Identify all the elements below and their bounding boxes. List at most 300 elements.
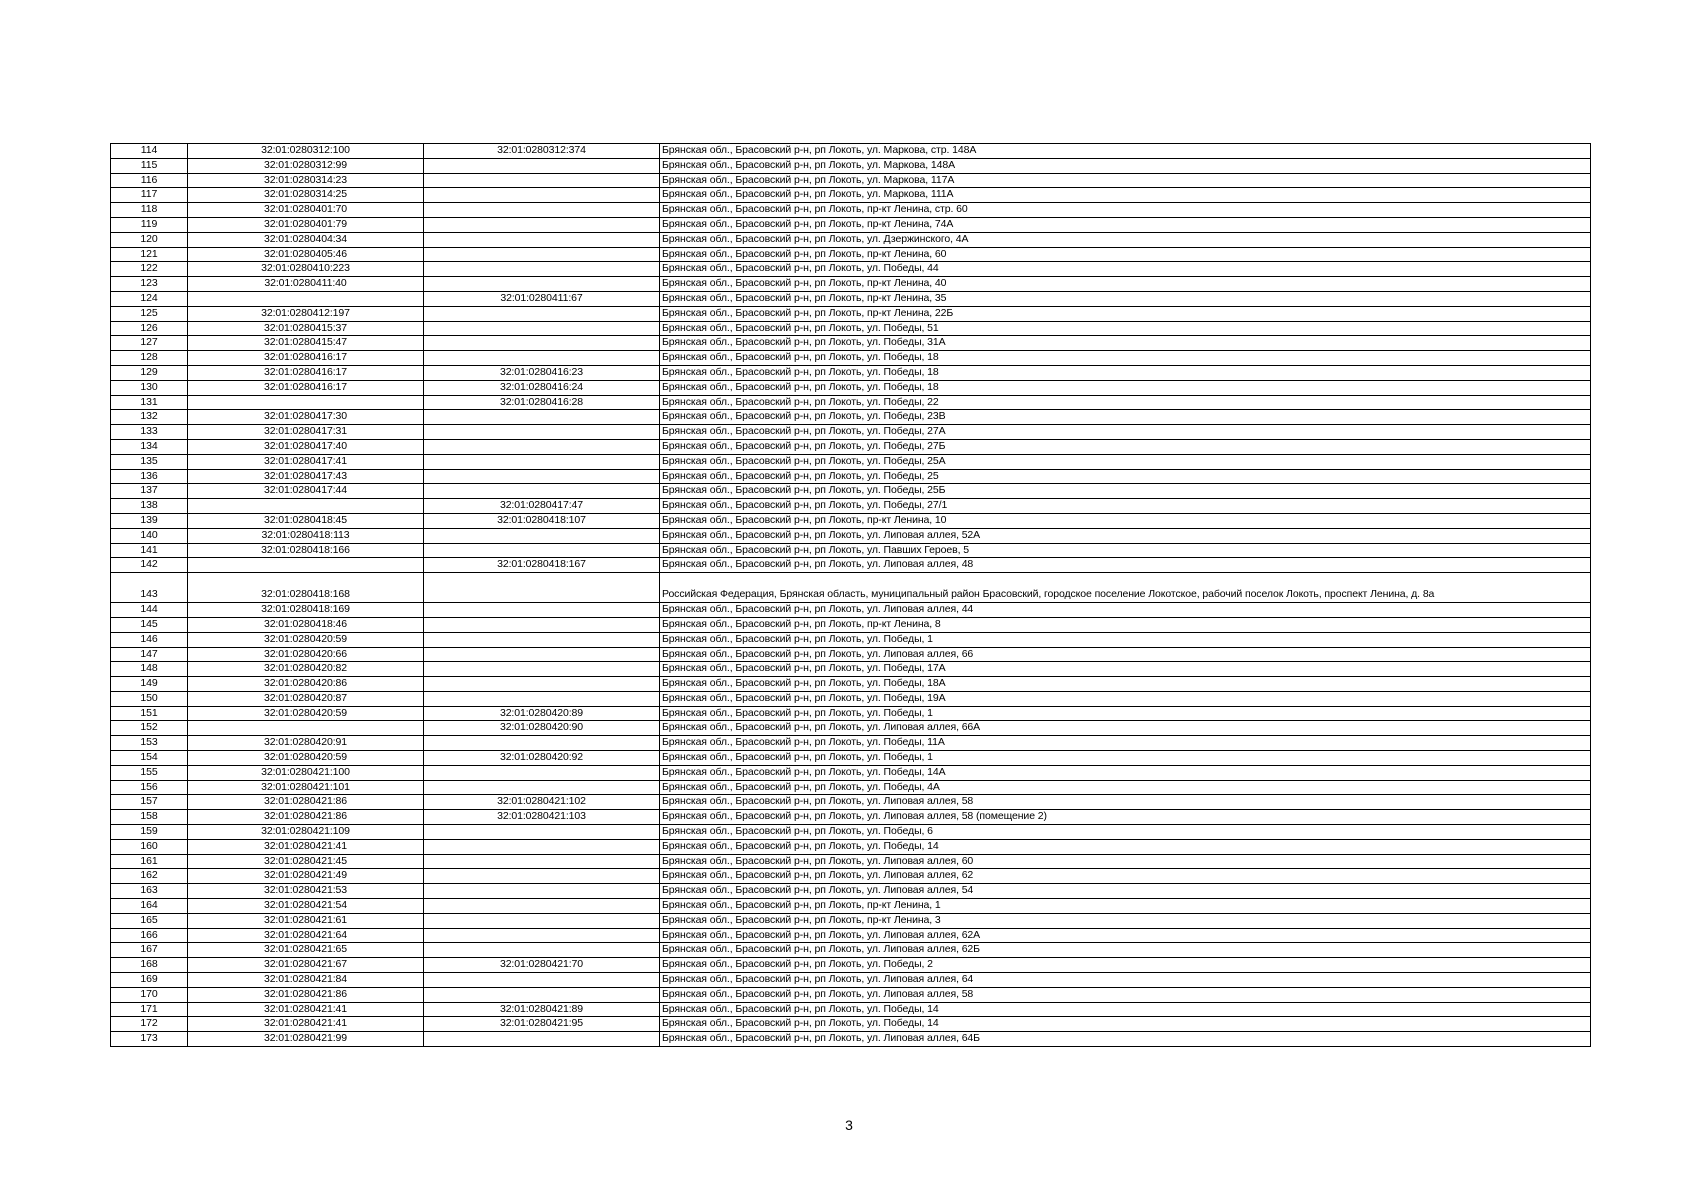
related-cadastral-number-cell (424, 677, 660, 692)
address-cell: Брянская обл., Брасовский р-н, рп Локоть, ул. Победы, 31А (660, 336, 1591, 351)
related-cadastral-number-cell: 32:01:0280418:167 (424, 558, 660, 573)
related-cadastral-number-cell (424, 306, 660, 321)
address-cell: Брянская обл., Брасовский р-н, рп Локоть, ул. Липовая аллея, 66 (660, 647, 1591, 662)
table-row (111, 899, 1591, 914)
address-cell: Брянская обл., Брасовский р-н, рп Локоть, ул. Победы, 14 (660, 1017, 1591, 1032)
related-cadastral-number-cell (424, 158, 660, 173)
address-cell: Брянская обл., Брасовский р-н, рп Локоть, ул. Маркова, 117А (660, 173, 1591, 188)
address-cell: Брянская обл., Брасовский р-н, рп Локоть, пр-кт Ленина, 74А (660, 217, 1591, 232)
cadastral-number-cell: 32:01:0280421:86 (188, 810, 424, 825)
related-cadastral-number-cell (424, 410, 660, 425)
related-cadastral-number-cell (424, 987, 660, 1002)
table-row (111, 943, 1591, 958)
address-cell: Брянская обл., Брасовский р-н, рп Локоть, ул. Липовая аллея, 64Б (660, 1032, 1591, 1047)
address-cell: Брянская обл., Брасовский р-н, рп Локоть, ул. Липовая аллея, 58 (660, 795, 1591, 810)
address-cell: Брянская обл., Брасовский р-н, рп Локоть, ул. Победы, 14А (660, 765, 1591, 780)
related-cadastral-number-cell (424, 662, 660, 677)
row-number-cell: 169 (111, 973, 188, 988)
row-number-cell: 123 (111, 277, 188, 292)
address-cell: Брянская обл., Брасовский р-н, рп Локоть, пр-кт Ленина, 35 (660, 291, 1591, 306)
related-cadastral-number-cell (424, 262, 660, 277)
table-row (111, 751, 1591, 766)
table-row (111, 1032, 1591, 1047)
cadastral-number-cell: 32:01:0280415:37 (188, 321, 424, 336)
row-number-cell: 134 (111, 439, 188, 454)
row-number-cell: 142 (111, 558, 188, 573)
row-number-cell: 141 (111, 543, 188, 558)
related-cadastral-number-cell (424, 736, 660, 751)
address-cell: Брянская обл., Брасовский р-н, рп Локоть, ул. Победы, 4А (660, 780, 1591, 795)
cadastral-number-cell: 32:01:0280421:64 (188, 928, 424, 943)
cadastral-number-cell: 32:01:0280417:44 (188, 484, 424, 499)
cadastral-number-cell: 32:01:0280418:168 (188, 573, 424, 603)
cadastral-number-cell (188, 395, 424, 410)
related-cadastral-number-cell: 32:01:0280420:90 (424, 721, 660, 736)
cadastral-number-cell: 32:01:0280418:113 (188, 528, 424, 543)
related-cadastral-number-cell (424, 765, 660, 780)
related-cadastral-number-cell (424, 217, 660, 232)
row-number-cell: 127 (111, 336, 188, 351)
table-row (111, 854, 1591, 869)
address-cell: Брянская обл., Брасовский р-н, рп Локоть, ул. Победы, 51 (660, 321, 1591, 336)
address-cell: Брянская обл., Брасовский р-н, рп Локоть, пр-кт Ленина, 60 (660, 247, 1591, 262)
table-row (111, 454, 1591, 469)
table-row (111, 410, 1591, 425)
cadastral-number-cell: 32:01:0280420:86 (188, 677, 424, 692)
table-row (111, 439, 1591, 454)
address-cell: Брянская обл., Брасовский р-н, рп Локоть, ул. Маркова, стр. 148А (660, 144, 1591, 159)
table-row (111, 469, 1591, 484)
cadastral-number-cell: 32:01:0280410:223 (188, 262, 424, 277)
row-number-cell: 138 (111, 499, 188, 514)
table-row (111, 173, 1591, 188)
cadastral-number-cell: 32:01:0280418:169 (188, 603, 424, 618)
address-cell: Брянская обл., Брасовский р-н, рп Локоть, ул. Липовая аллея, 62А (660, 928, 1591, 943)
table-row (111, 543, 1591, 558)
related-cadastral-number-cell (424, 484, 660, 499)
cadastral-number-cell: 32:01:0280421:109 (188, 825, 424, 840)
table-row (111, 647, 1591, 662)
address-cell: Брянская обл., Брасовский р-н, рп Локоть, пр-кт Ленина, стр. 60 (660, 203, 1591, 218)
address-cell: Брянская обл., Брасовский р-н, рп Локоть, ул. Победы, 18 (660, 365, 1591, 380)
table-row (111, 913, 1591, 928)
row-number-cell: 124 (111, 291, 188, 306)
related-cadastral-number-cell (424, 839, 660, 854)
table-row (111, 499, 1591, 514)
cadastral-number-cell: 32:01:0280412:197 (188, 306, 424, 321)
row-number-cell: 136 (111, 469, 188, 484)
row-number-cell: 156 (111, 780, 188, 795)
cadastral-number-cell: 32:01:0280420:66 (188, 647, 424, 662)
related-cadastral-number-cell (424, 780, 660, 795)
address-cell: Брянская обл., Брасовский р-н, рп Локоть, ул. Победы, 22 (660, 395, 1591, 410)
cadastral-number-cell: 32:01:0280314:23 (188, 173, 424, 188)
table-row (111, 765, 1591, 780)
address-cell: Брянская обл., Брасовский р-н, рп Локоть, ул. Липовая аллея, 62 (660, 869, 1591, 884)
related-cadastral-number-cell: 32:01:0280416:28 (424, 395, 660, 410)
related-cadastral-number-cell (424, 973, 660, 988)
cadastral-number-cell: 32:01:0280421:99 (188, 1032, 424, 1047)
related-cadastral-number-cell (424, 321, 660, 336)
related-cadastral-number-cell (424, 232, 660, 247)
cadastral-number-cell: 32:01:0280421:84 (188, 973, 424, 988)
address-cell: Брянская обл., Брасовский р-н, рп Локоть, ул. Дзержинского, 4А (660, 232, 1591, 247)
related-cadastral-number-cell (424, 203, 660, 218)
address-cell: Брянская обл., Брасовский р-н, рп Локоть, ул. Победы, 25Б (660, 484, 1591, 499)
cadastral-number-cell: 32:01:0280421:100 (188, 765, 424, 780)
row-number-cell: 165 (111, 913, 188, 928)
related-cadastral-number-cell (424, 869, 660, 884)
cadastral-number-cell: 32:01:0280416:17 (188, 351, 424, 366)
address-cell: Брянская обл., Брасовский р-н, рп Локоть, ул. Павших Героев, 5 (660, 543, 1591, 558)
related-cadastral-number-cell: 32:01:0280416:23 (424, 365, 660, 380)
address-cell: Брянская обл., Брасовский р-н, рп Локоть, ул. Победы, 23В (660, 410, 1591, 425)
row-number-cell: 131 (111, 395, 188, 410)
table-row (111, 691, 1591, 706)
row-number-cell: 128 (111, 351, 188, 366)
row-number-cell: 119 (111, 217, 188, 232)
table-row (111, 1017, 1591, 1032)
row-number-cell: 170 (111, 987, 188, 1002)
related-cadastral-number-cell: 32:01:0280421:103 (424, 810, 660, 825)
table-row (111, 291, 1591, 306)
row-number-cell: 145 (111, 617, 188, 632)
related-cadastral-number-cell (424, 617, 660, 632)
row-number-cell: 172 (111, 1017, 188, 1032)
related-cadastral-number-cell (424, 336, 660, 351)
row-number-cell: 168 (111, 958, 188, 973)
address-cell: Российская Федерация, Брянская область, муниципальный район Брасовский, городское поселение Локотское, рабочий поселок Локоть, проспект Ленина, д. 8а (660, 573, 1591, 603)
address-cell: Брянская обл., Брасовский р-н, рп Локоть, пр-кт Ленина, 1 (660, 899, 1591, 914)
row-number-cell: 139 (111, 513, 188, 528)
cadastral-number-cell: 32:01:0280418:46 (188, 617, 424, 632)
row-number-cell: 137 (111, 484, 188, 499)
table-row (111, 395, 1591, 410)
related-cadastral-number-cell (424, 647, 660, 662)
table-row (111, 632, 1591, 647)
cadastral-number-cell: 32:01:0280417:43 (188, 469, 424, 484)
row-number-cell: 157 (111, 795, 188, 810)
cadastral-number-cell: 32:01:0280417:30 (188, 410, 424, 425)
row-number-cell: 146 (111, 632, 188, 647)
row-number-cell: 164 (111, 899, 188, 914)
row-number-cell: 153 (111, 736, 188, 751)
row-number-cell: 150 (111, 691, 188, 706)
table-row (111, 795, 1591, 810)
table-row (111, 513, 1591, 528)
cadastral-number-cell: 32:01:0280418:166 (188, 543, 424, 558)
address-cell: Брянская обл., Брасовский р-н, рп Локоть, ул. Липовая аллея, 64 (660, 973, 1591, 988)
table-row (111, 558, 1591, 573)
row-number-cell: 132 (111, 410, 188, 425)
related-cadastral-number-cell: 32:01:0280421:89 (424, 1002, 660, 1017)
table-row (111, 425, 1591, 440)
row-number-cell: 130 (111, 380, 188, 395)
row-number-cell: 135 (111, 454, 188, 469)
row-number-cell: 144 (111, 603, 188, 618)
address-cell: Брянская обл., Брасовский р-н, рп Локоть, ул. Победы, 1 (660, 706, 1591, 721)
related-cadastral-number-cell (424, 439, 660, 454)
cadastral-number-cell: 32:01:0280421:67 (188, 958, 424, 973)
cadastral-number-cell: 32:01:0280421:45 (188, 854, 424, 869)
row-number-cell: 149 (111, 677, 188, 692)
row-number-cell: 125 (111, 306, 188, 321)
table-row (111, 603, 1591, 618)
cadastral-number-cell: 32:01:0280421:41 (188, 1002, 424, 1017)
related-cadastral-number-cell: 32:01:0280421:95 (424, 1017, 660, 1032)
related-cadastral-number-cell (424, 603, 660, 618)
related-cadastral-number-cell (424, 247, 660, 262)
cadastral-number-cell: 32:01:0280421:53 (188, 884, 424, 899)
related-cadastral-number-cell: 32:01:0280411:67 (424, 291, 660, 306)
table-row (111, 662, 1591, 677)
row-number-cell: 120 (111, 232, 188, 247)
table-row (111, 203, 1591, 218)
address-cell: Брянская обл., Брасовский р-н, рп Локоть, ул. Победы, 14 (660, 1002, 1591, 1017)
table-row (111, 217, 1591, 232)
related-cadastral-number-cell (424, 188, 660, 203)
cadastral-number-cell: 32:01:0280420:59 (188, 751, 424, 766)
cadastral-number-cell: 32:01:0280417:40 (188, 439, 424, 454)
row-number-cell: 173 (111, 1032, 188, 1047)
parcels-table (110, 143, 1591, 1047)
cadastral-number-cell: 32:01:0280421:49 (188, 869, 424, 884)
address-cell: Брянская обл., Брасовский р-н, рп Локоть, ул. Победы, 25А (660, 454, 1591, 469)
address-cell: Брянская обл., Брасовский р-н, рп Локоть, пр-кт Ленина, 10 (660, 513, 1591, 528)
cadastral-number-cell: 32:01:0280404:34 (188, 232, 424, 247)
cadastral-number-cell: 32:01:0280415:47 (188, 336, 424, 351)
related-cadastral-number-cell (424, 277, 660, 292)
address-cell: Брянская обл., Брасовский р-н, рп Локоть, ул. Липовая аллея, 66А (660, 721, 1591, 736)
address-cell: Брянская обл., Брасовский р-н, рп Локоть, ул. Победы, 44 (660, 262, 1591, 277)
address-cell: Брянская обл., Брасовский р-н, рп Локоть, ул. Липовая аллея, 48 (660, 558, 1591, 573)
cadastral-number-cell: 32:01:0280416:17 (188, 380, 424, 395)
related-cadastral-number-cell (424, 943, 660, 958)
cadastral-number-cell: 32:01:0280314:25 (188, 188, 424, 203)
related-cadastral-number-cell (424, 928, 660, 943)
row-number-cell: 126 (111, 321, 188, 336)
cadastral-number-cell: 32:01:0280417:41 (188, 454, 424, 469)
related-cadastral-number-cell (424, 351, 660, 366)
cadastral-number-cell: 32:01:0280312:99 (188, 158, 424, 173)
cadastral-number-cell: 32:01:0280401:70 (188, 203, 424, 218)
table-row (111, 736, 1591, 751)
related-cadastral-number-cell (424, 425, 660, 440)
page-number: 3 (845, 1117, 853, 1133)
address-cell: Брянская обл., Брасовский р-н, рп Локоть, ул. Липовая аллея, 52А (660, 528, 1591, 543)
row-number-cell: 160 (111, 839, 188, 854)
row-number-cell: 159 (111, 825, 188, 840)
row-number-cell: 118 (111, 203, 188, 218)
address-cell: Брянская обл., Брасовский р-н, рп Локоть, пр-кт Ленина, 8 (660, 617, 1591, 632)
address-cell: Брянская обл., Брасовский р-н, рп Локоть, ул. Победы, 17А (660, 662, 1591, 677)
related-cadastral-number-cell (424, 543, 660, 558)
parcels-table-body (111, 144, 1591, 1047)
table-row (111, 158, 1591, 173)
table-row (111, 1002, 1591, 1017)
address-cell: Брянская обл., Брасовский р-н, рп Локоть, ул. Победы, 27/1 (660, 499, 1591, 514)
table-row (111, 825, 1591, 840)
table-row (111, 262, 1591, 277)
row-number-cell: 155 (111, 765, 188, 780)
table-row (111, 839, 1591, 854)
table-row (111, 380, 1591, 395)
cadastral-number-cell: 32:01:0280421:101 (188, 780, 424, 795)
table-row (111, 144, 1591, 159)
related-cadastral-number-cell (424, 691, 660, 706)
address-cell: Брянская обл., Брасовский р-н, рп Локоть, ул. Липовая аллея, 60 (660, 854, 1591, 869)
row-number-cell: 116 (111, 173, 188, 188)
address-cell: Брянская обл., Брасовский р-н, рп Локоть, ул. Победы, 18А (660, 677, 1591, 692)
related-cadastral-number-cell: 32:01:0280421:70 (424, 958, 660, 973)
address-cell: Брянская обл., Брасовский р-н, рп Локоть, ул. Победы, 25 (660, 469, 1591, 484)
table-row (111, 336, 1591, 351)
row-number-cell: 163 (111, 884, 188, 899)
cadastral-number-cell: 32:01:0280420:59 (188, 632, 424, 647)
cadastral-number-cell: 32:01:0280416:17 (188, 365, 424, 380)
table-row (111, 884, 1591, 899)
address-cell: Брянская обл., Брасовский р-н, рп Локоть, ул. Победы, 2 (660, 958, 1591, 973)
row-number-cell: 133 (111, 425, 188, 440)
address-cell: Брянская обл., Брасовский р-н, рп Локоть, пр-кт Ленина, 22Б (660, 306, 1591, 321)
address-cell: Брянская обл., Брасовский р-н, рп Локоть, пр-кт Ленина, 40 (660, 277, 1591, 292)
table-row (111, 365, 1591, 380)
related-cadastral-number-cell (424, 632, 660, 647)
table-row (111, 780, 1591, 795)
address-cell: Брянская обл., Брасовский р-н, рп Локоть, ул. Липовая аллея, 58 (660, 987, 1591, 1002)
address-cell: Брянская обл., Брасовский р-н, рп Локоть, ул. Липовая аллея, 62Б (660, 943, 1591, 958)
related-cadastral-number-cell: 32:01:0280312:374 (424, 144, 660, 159)
address-cell: Брянская обл., Брасовский р-н, рп Локоть, ул. Победы, 18 (660, 351, 1591, 366)
cadastral-number-cell: 32:01:0280420:82 (188, 662, 424, 677)
row-number-cell: 154 (111, 751, 188, 766)
table-row (111, 810, 1591, 825)
related-cadastral-number-cell (424, 528, 660, 543)
related-cadastral-number-cell: 32:01:0280420:92 (424, 751, 660, 766)
cadastral-number-cell: 32:01:0280418:45 (188, 513, 424, 528)
row-number-cell: 114 (111, 144, 188, 159)
table-row (111, 928, 1591, 943)
table-row (111, 573, 1591, 603)
related-cadastral-number-cell (424, 454, 660, 469)
table-row (111, 958, 1591, 973)
row-number-cell: 143 (111, 573, 188, 603)
address-cell: Брянская обл., Брасовский р-н, рп Локоть, ул. Победы, 14 (660, 839, 1591, 854)
cadastral-number-cell: 32:01:0280421:41 (188, 1017, 424, 1032)
table-row (111, 869, 1591, 884)
related-cadastral-number-cell (424, 899, 660, 914)
address-cell: Брянская обл., Брасовский р-н, рп Локоть, ул. Победы, 6 (660, 825, 1591, 840)
cadastral-number-cell (188, 499, 424, 514)
related-cadastral-number-cell: 32:01:0280420:89 (424, 706, 660, 721)
table-row (111, 351, 1591, 366)
related-cadastral-number-cell: 32:01:0280418:107 (424, 513, 660, 528)
address-cell: Брянская обл., Брасовский р-н, рп Локоть, ул. Победы, 18 (660, 380, 1591, 395)
cadastral-number-cell: 32:01:0280421:86 (188, 795, 424, 810)
table-row (111, 973, 1591, 988)
related-cadastral-number-cell (424, 469, 660, 484)
row-number-cell: 151 (111, 706, 188, 721)
row-number-cell: 152 (111, 721, 188, 736)
cadastral-number-cell: 32:01:0280421:41 (188, 839, 424, 854)
address-cell: Брянская обл., Брасовский р-н, рп Локоть, ул. Липовая аллея, 44 (660, 603, 1591, 618)
row-number-cell: 158 (111, 810, 188, 825)
related-cadastral-number-cell (424, 825, 660, 840)
cadastral-number-cell: 32:01:0280312:100 (188, 144, 424, 159)
row-number-cell: 117 (111, 188, 188, 203)
address-cell: Брянская обл., Брасовский р-н, рп Локоть, ул. Победы, 27Б (660, 439, 1591, 454)
row-number-cell: 167 (111, 943, 188, 958)
table-row (111, 721, 1591, 736)
row-number-cell: 122 (111, 262, 188, 277)
table-row (111, 232, 1591, 247)
cadastral-number-cell (188, 558, 424, 573)
cadastral-number-cell: 32:01:0280401:79 (188, 217, 424, 232)
table-row (111, 247, 1591, 262)
cadastral-number-cell (188, 721, 424, 736)
address-cell: Брянская обл., Брасовский р-н, рп Локоть, ул. Победы, 1 (660, 632, 1591, 647)
table-row (111, 987, 1591, 1002)
related-cadastral-number-cell: 32:01:0280417:47 (424, 499, 660, 514)
address-cell: Брянская обл., Брасовский р-н, рп Локоть, ул. Победы, 19А (660, 691, 1591, 706)
table-row (111, 528, 1591, 543)
address-cell: Брянская обл., Брасовский р-н, рп Локоть, ул. Победы, 1 (660, 751, 1591, 766)
cadastral-number-cell: 32:01:0280417:31 (188, 425, 424, 440)
related-cadastral-number-cell (424, 573, 660, 603)
row-number-cell: 171 (111, 1002, 188, 1017)
row-number-cell: 121 (111, 247, 188, 262)
row-number-cell: 115 (111, 158, 188, 173)
table-row (111, 677, 1591, 692)
related-cadastral-number-cell (424, 854, 660, 869)
table-row (111, 617, 1591, 632)
row-number-cell: 162 (111, 869, 188, 884)
related-cadastral-number-cell (424, 884, 660, 899)
cadastral-number-cell: 32:01:0280411:40 (188, 277, 424, 292)
cadastral-number-cell: 32:01:0280420:91 (188, 736, 424, 751)
address-cell: Брянская обл., Брасовский р-н, рп Локоть, ул. Маркова, 111А (660, 188, 1591, 203)
address-cell: Брянская обл., Брасовский р-н, рп Локоть, ул. Липовая аллея, 58 (помещение 2) (660, 810, 1591, 825)
table-row (111, 188, 1591, 203)
row-number-cell: 140 (111, 528, 188, 543)
related-cadastral-number-cell: 32:01:0280416:24 (424, 380, 660, 395)
table-row (111, 321, 1591, 336)
row-number-cell: 147 (111, 647, 188, 662)
cadastral-number-cell: 32:01:0280421:54 (188, 899, 424, 914)
address-cell: Брянская обл., Брасовский р-н, рп Локоть, ул. Маркова, 148А (660, 158, 1591, 173)
table-row (111, 306, 1591, 321)
address-cell: Брянская обл., Брасовский р-н, рп Локоть, пр-кт Ленина, 3 (660, 913, 1591, 928)
address-cell: Брянская обл., Брасовский р-н, рп Локоть, ул. Липовая аллея, 54 (660, 884, 1591, 899)
table-row (111, 706, 1591, 721)
related-cadastral-number-cell (424, 173, 660, 188)
related-cadastral-number-cell (424, 913, 660, 928)
cadastral-number-cell: 32:01:0280420:87 (188, 691, 424, 706)
cadastral-number-cell: 32:01:0280405:46 (188, 247, 424, 262)
cadastral-number-cell: 32:01:0280421:86 (188, 987, 424, 1002)
row-number-cell: 166 (111, 928, 188, 943)
row-number-cell: 129 (111, 365, 188, 380)
table-row (111, 484, 1591, 499)
address-cell: Брянская обл., Брасовский р-н, рп Локоть, ул. Победы, 11А (660, 736, 1591, 751)
cadastral-number-cell: 32:01:0280420:59 (188, 706, 424, 721)
address-cell: Брянская обл., Брасовский р-н, рп Локоть, ул. Победы, 27А (660, 425, 1591, 440)
table-row (111, 277, 1591, 292)
cadastral-number-cell (188, 291, 424, 306)
related-cadastral-number-cell (424, 1032, 660, 1047)
row-number-cell: 161 (111, 854, 188, 869)
related-cadastral-number-cell: 32:01:0280421:102 (424, 795, 660, 810)
